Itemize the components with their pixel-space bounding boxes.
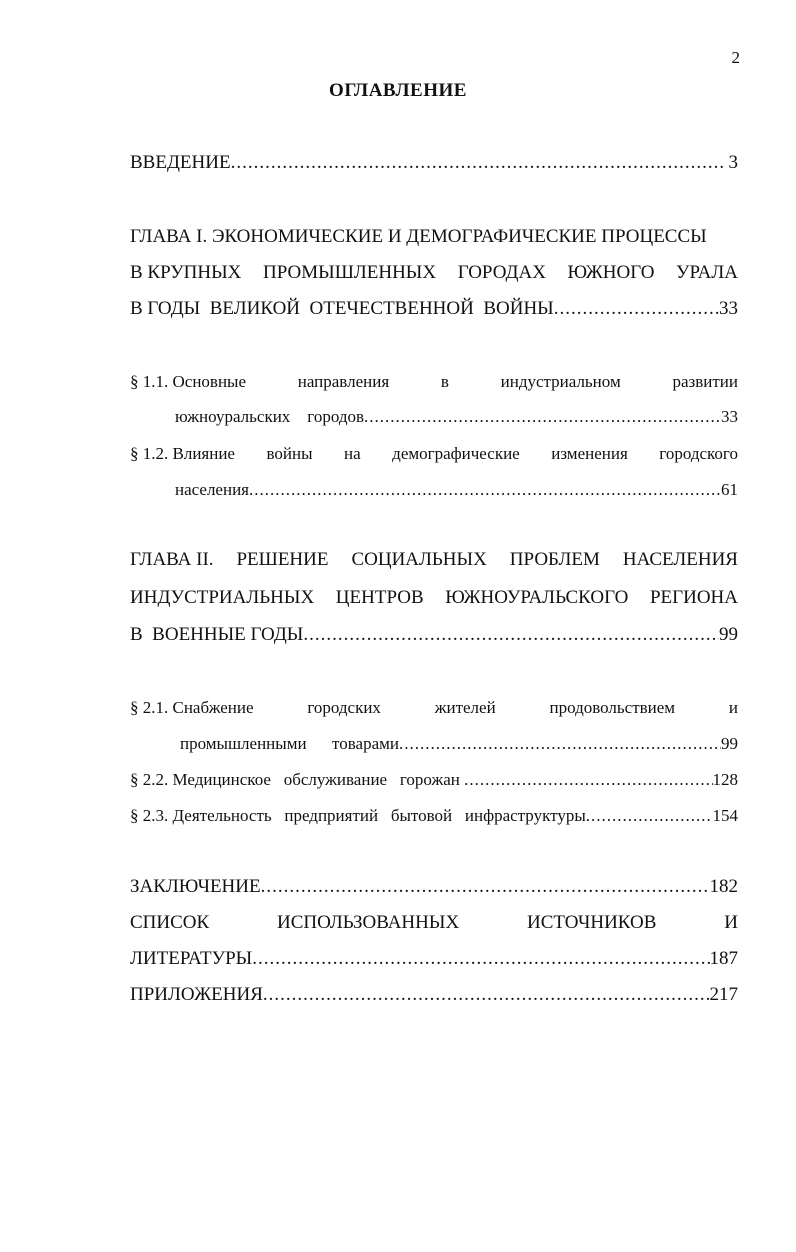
toc-word: ИСТОЧНИКОВ [527, 912, 657, 933]
toc-page: 182 [709, 876, 738, 897]
toc-word: НАСЕЛЕНИЯ [622, 549, 738, 570]
toc-word: ИНДУСТРИАЛЬНЫХ [130, 587, 315, 608]
toc-page: 187 [709, 948, 738, 969]
toc-word: УРАЛА [676, 262, 738, 283]
toc-page: 33 [721, 407, 738, 426]
toc-word: ЦЕНТРОВ [335, 587, 424, 608]
toc-word: § 2.1. Снабжение [130, 698, 254, 717]
toc-page: 99 [721, 734, 738, 753]
toc-word: ПРОБЛЕМ [509, 549, 600, 570]
toc-chapter1-line3[interactable] [130, 298, 738, 320]
toc-word: ЮЖНОГО [567, 262, 655, 283]
toc-word: войны [266, 444, 313, 463]
toc-word: направления [297, 372, 390, 391]
toc-word: на [344, 444, 361, 463]
toc-word: индустриальном [500, 372, 621, 391]
toc-word: развитии [672, 372, 738, 391]
dot-leader [554, 298, 719, 320]
toc-word: СОЦИАЛЬНЫХ [351, 549, 487, 570]
toc-section-1-2-line1[interactable] [130, 444, 738, 464]
toc-section-2-3[interactable] [130, 806, 738, 826]
toc-section-1-1-line1[interactable] [130, 372, 738, 392]
toc-page: 3 [728, 152, 738, 173]
toc-word: и [728, 698, 738, 717]
toc-chapter1-line2[interactable] [130, 262, 738, 284]
dot-leader [586, 806, 713, 826]
toc-section-2-1-line2[interactable] [180, 734, 738, 754]
toc-label: ЛИТЕРАТУРЫ [130, 948, 253, 969]
toc-page: 99 [719, 624, 738, 645]
toc-section-2-1-line1[interactable] [130, 698, 738, 718]
toc-word: демографические [392, 444, 520, 463]
toc-word: изменения [551, 444, 628, 463]
toc-word: ЮЖНОУРАЛЬСКОГО [445, 587, 629, 608]
toc-word: СПИСОК [130, 912, 210, 933]
dot-leader [261, 876, 710, 898]
toc-label: § 2.3. Деятельность предприятий бытовой инфраструктуры [130, 806, 586, 825]
toc-page: 61 [721, 480, 738, 499]
dot-leader [249, 480, 721, 500]
toc-entry-appendix[interactable] [130, 984, 738, 1006]
toc-word: § 1.1. Основные [130, 372, 247, 391]
toc-entry-sources-line2[interactable] [130, 948, 738, 970]
toc-label: В ГОДЫ ВЕЛИКОЙ ОТЕЧЕСТВЕННОЙ ВОЙНЫ [130, 298, 554, 319]
toc-word: § 1.2. Влияние [130, 444, 235, 463]
toc-label: южноуральских городов [175, 407, 365, 426]
toc-word: РЕШЕНИЕ [236, 549, 329, 570]
dot-leader [303, 624, 719, 646]
toc-section-2-2[interactable] [130, 770, 738, 790]
toc-label: ВВЕДЕНИЕ [130, 152, 231, 173]
toc-chapter2-line3[interactable] [130, 624, 738, 646]
toc-word: И [724, 912, 738, 933]
toc-chapter1-line1[interactable] [130, 226, 738, 248]
toc-entry-conclusion[interactable] [130, 876, 738, 898]
dot-leader [464, 770, 712, 790]
page-title: ОГЛАВЛЕНИЕ [329, 80, 467, 101]
toc-word: ГОРОДАХ [457, 262, 546, 283]
dot-leader [364, 407, 721, 427]
toc-chapter2-line2[interactable] [130, 587, 738, 609]
toc-page: 154 [712, 806, 738, 825]
toc-entry-sources-line1[interactable] [130, 912, 738, 934]
toc-label: населения [175, 480, 249, 499]
toc-label: ЗАКЛЮЧЕНИЕ [130, 876, 261, 897]
toc-section-1-1-line2[interactable] [175, 407, 738, 427]
toc-chapter2-line1[interactable] [130, 549, 738, 571]
toc-word: жителей [434, 698, 496, 717]
toc-page: 33 [719, 298, 738, 319]
toc-label: промышленными товарами [180, 734, 399, 753]
toc-word: РЕГИОНА [649, 587, 738, 608]
toc-word: в [440, 372, 449, 391]
page-number: 2 [731, 48, 740, 67]
toc-word: городского [659, 444, 738, 463]
toc-label: ГЛАВА I. ЭКОНОМИЧЕСКИЕ И ДЕМОГРАФИЧЕСКИЕ ПРОЦЕССЫ [130, 226, 707, 247]
dot-leader [263, 984, 710, 1006]
toc-word: ГЛАВА II. [130, 549, 214, 570]
toc-word: городских [307, 698, 381, 717]
dot-leader [231, 152, 723, 174]
toc-label: § 2.2. Медицинское обслуживание горожан [130, 770, 465, 789]
toc-page: 128 [712, 770, 738, 789]
toc-label: В ВОЕННЫЕ ГОДЫ [130, 624, 304, 645]
dot-leader [252, 948, 709, 970]
toc-word: продовольствием [549, 698, 676, 717]
toc-page: 217 [709, 984, 738, 1005]
toc-section-1-2-line2[interactable] [175, 480, 738, 500]
dot-leader [399, 734, 721, 754]
toc-word: В КРУПНЫХ [130, 262, 242, 283]
toc-label: ПРИЛОЖЕНИЯ [130, 984, 263, 1005]
toc-word: ПРОМЫШЛЕННЫХ [262, 262, 437, 283]
toc-word: ИСПОЛЬЗОВАННЫХ [277, 912, 460, 933]
toc-entry-introduction[interactable] [130, 152, 738, 174]
